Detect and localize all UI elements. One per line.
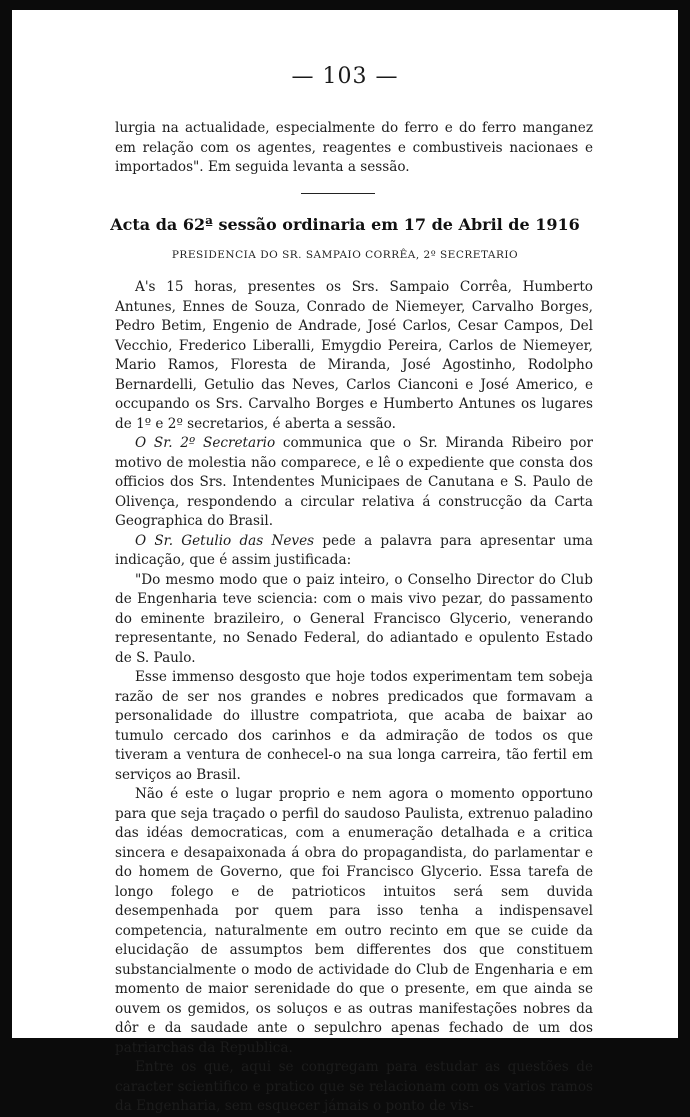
paragraph-profile: Não é este o lugar proprio e nem agora o momento opportuno para que seja traçado o perfil do saudoso Paulista, extrenuo paladino das idéas democraticas, com a enumeração detalhada e a critica sincera e desapaixonada á obra do propagandista, do parlamentar e do homem de Governo, que foi Francisco Glycerio. Essa tarefa de longo folego e de patrioticos intuitos será sem duvida desempenhada por quem para isso tenha a indispensavel competencia, naturalmente em outro recinto em que se cuide da elucidação de assumptos bem differentes dos que constituem substancialmente o modo de actividade do Club de Engenharia e em momento de maior serenidade do que o presente, em que ainda se ouvem os gemidos, os soluços e as outras manifestações nobres da dôr e da saudade ante o sepulchro apenas fechado de um dos patriarchas da Republica.: [115, 786, 593, 1056]
paragraph-engineering: Entre os que, aqui se congregam para estudar as questões de caracter scientifico e pratico que se relacionam com os varios ramos da Engenharia, sem esquecer jámais o ponto de vis-: [115, 1059, 593, 1114]
paragraph-getulio: [115, 532, 593, 571]
speaker-getulio: O Sr. Getulio das Neves: [135, 532, 315, 549]
opening-paragraph: [115, 119, 593, 178]
document-page: [12, 10, 678, 1114]
paragraph-quote-start: "Do mesmo modo que o paiz inteiro, o Conselho Director do Club de Engenharia teve sciencia: com o mais vivo pezar, do passamento do eminente brazileiro, o General Francisco Glycerio, venerando representante, no Senado Federal, do adiantado e opulento Estado de S. Paulo.: [115, 571, 593, 666]
session-body: [115, 278, 593, 1117]
paragraph-attendance: A's 15 horas, presentes os Srs. Sampaio Corrêa, Humberto Antunes, Ennes de Souza, Conrado de Niemeyer, Carvalho Borges, Pedro Betim, Engenio de Andrade, José Carlos, Cesar Campos, Del Vecchio, Frederico Liberalli, Emygdio Pereira, Carlos de Niemeyer, Mario Ramos, Floresta de Miranda, José Agostinho, Rodolpho Bernardelli, Getulio das Neves, Carlos Cianconi e José Americo, e occupando os Srs. Carvalho Borges e Humberto Antunes os lugares de 1º e 2º secretarios, é aberta a sessão.: [115, 279, 593, 432]
opening-paragraph-text: lurgia na actualidade, especialmente do ferro e do ferro manganez em relação com os agentes, reagentes e combustiveis nacionaes e importados". Em seguida levanta a sessão.: [115, 120, 593, 175]
paragraph-grief: Esse immenso desgosto que hoje todos experimentam tem sobeja razão de ser nos grandes e nobres predicados que formavam a personalidade do illustre compatriota, que acaba de baixar ao tumulo cercado dos carinhos e da admiração de todos os que tiveram a ventura de conhecel-o na sua longa carreira, tão fertil em serviços ao Brasil.: [115, 669, 593, 783]
speaker-secretary: O Sr. 2º Secretario: [135, 435, 276, 451]
session-heading: Acta da 62ª sessão ordinaria em 17 de Abril de 1916: [110, 215, 580, 234]
paragraph-secretary: [115, 434, 593, 532]
paragraph-getulio-text: pede a palavra para apresentar uma indicação, que é assim justificada:: [115, 532, 593, 568]
presidency-line: PRESIDENCIA DO SR. SAMPAIO CORRÊA, 2º SECRETARIO: [171, 249, 519, 261]
paragraph-secretary-text: communica que o Sr. Miranda Ribeiro por motivo de molestia não comparece, e lê o expediente que consta dos officios dos Srs. Intendentes Municipaes de Canutana e S. Paulo de Olivença, respondendo a circular relativa á construcção da Carta Geographica do Brasil.: [115, 435, 593, 529]
section-divider: [301, 193, 375, 194]
page-number: — 103 —: [291, 64, 399, 89]
